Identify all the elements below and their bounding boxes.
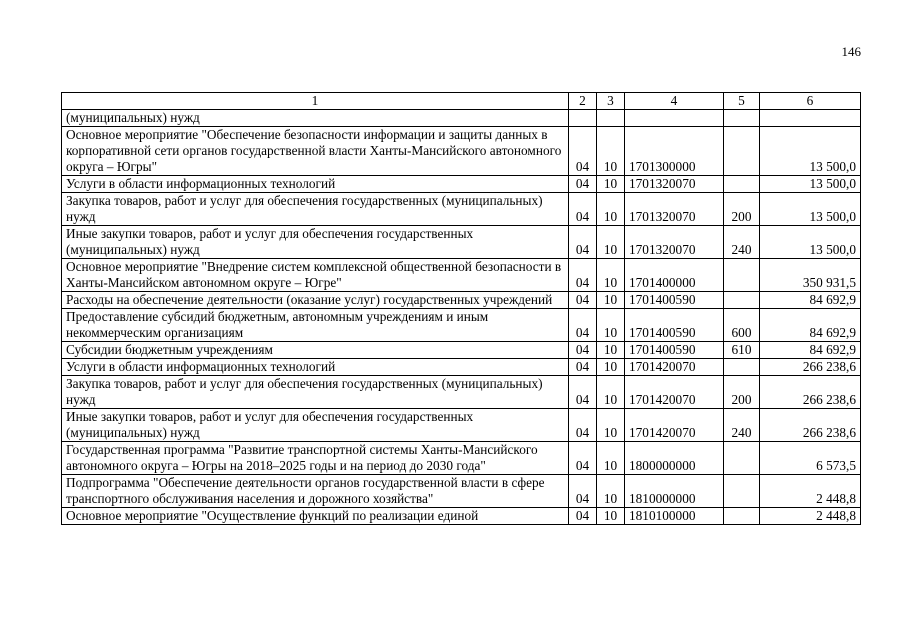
header-cell-3: 3 xyxy=(597,93,625,110)
row-target-article: 1810100000 xyxy=(625,508,724,525)
table-row xyxy=(62,409,861,442)
row-expense-type xyxy=(724,176,760,193)
row-subsection: 10 xyxy=(597,376,625,409)
table-body xyxy=(62,110,861,525)
header-cell-6: 6 xyxy=(760,93,861,110)
row-amount: 13 500,0 xyxy=(760,226,861,259)
row-target-article: 1701320070 xyxy=(625,193,724,226)
row-section: 04 xyxy=(569,309,597,342)
row-description: Иные закупки товаров, работ и услуг для обеспечения государственных (муниципальных) нужд xyxy=(62,226,569,259)
row-amount: 266 238,6 xyxy=(760,376,861,409)
row-expense-type: 200 xyxy=(724,376,760,409)
row-subsection: 10 xyxy=(597,127,625,176)
row-amount xyxy=(760,110,861,127)
row-expense-type xyxy=(724,508,760,525)
row-expense-type: 240 xyxy=(724,409,760,442)
row-amount: 84 692,9 xyxy=(760,292,861,309)
row-expense-type xyxy=(724,259,760,292)
row-expense-type xyxy=(724,359,760,376)
table-row xyxy=(62,193,861,226)
row-amount: 13 500,0 xyxy=(760,127,861,176)
row-section: 04 xyxy=(569,292,597,309)
row-amount: 13 500,0 xyxy=(760,176,861,193)
row-subsection: 10 xyxy=(597,259,625,292)
table-header-row xyxy=(62,93,861,110)
table-row xyxy=(62,259,861,292)
row-amount: 2 448,8 xyxy=(760,475,861,508)
row-section: 04 xyxy=(569,359,597,376)
row-target-article: 1701320070 xyxy=(625,176,724,193)
row-subsection: 10 xyxy=(597,442,625,475)
row-description: Основное мероприятие "Внедрение систем комплексной общественной безопасности в Ханты-Мансийском автономном округе – Югре" xyxy=(62,259,569,292)
table-row xyxy=(62,508,861,525)
row-section: 04 xyxy=(569,226,597,259)
row-amount: 6 573,5 xyxy=(760,442,861,475)
row-section: 04 xyxy=(569,127,597,176)
row-target-article: 1701400590 xyxy=(625,292,724,309)
row-section: 04 xyxy=(569,376,597,409)
row-subsection: 10 xyxy=(597,409,625,442)
table-row xyxy=(62,110,861,127)
header-cell-4: 4 xyxy=(625,93,724,110)
table-row xyxy=(62,475,861,508)
table-row xyxy=(62,127,861,176)
row-section: 04 xyxy=(569,176,597,193)
row-description: Иные закупки товаров, работ и услуг для обеспечения государственных (муниципальных) нужд xyxy=(62,409,569,442)
row-subsection: 10 xyxy=(597,226,625,259)
row-subsection: 10 xyxy=(597,342,625,359)
page-number: 146 xyxy=(841,44,861,59)
row-expense-type: 600 xyxy=(724,309,760,342)
row-section: 04 xyxy=(569,193,597,226)
row-subsection: 10 xyxy=(597,309,625,342)
row-section: 04 xyxy=(569,342,597,359)
row-target-article: 1701400590 xyxy=(625,309,724,342)
row-subsection: 10 xyxy=(597,508,625,525)
row-section: 04 xyxy=(569,409,597,442)
row-amount: 266 238,6 xyxy=(760,409,861,442)
row-amount: 84 692,9 xyxy=(760,342,861,359)
table-row xyxy=(62,376,861,409)
row-target-article: 1701320070 xyxy=(625,226,724,259)
row-section: 04 xyxy=(569,508,597,525)
row-section: 04 xyxy=(569,442,597,475)
budget-table xyxy=(61,92,861,525)
row-description: Основное мероприятие "Осуществление функций по реализации единой xyxy=(62,508,569,525)
row-target-article: 1701400590 xyxy=(625,342,724,359)
row-description: Закупка товаров, работ и услуг для обеспечения государственных (муниципальных) нужд xyxy=(62,376,569,409)
row-subsection: 10 xyxy=(597,359,625,376)
row-description: Предоставление субсидий бюджетным, автономным учреждениям и иным некоммерческим организациям xyxy=(62,309,569,342)
row-amount: 84 692,9 xyxy=(760,309,861,342)
row-target-article: 1701300000 xyxy=(625,127,724,176)
row-amount: 2 448,8 xyxy=(760,508,861,525)
row-subsection: 10 xyxy=(597,475,625,508)
row-target-article: 1701420070 xyxy=(625,359,724,376)
row-amount: 266 238,6 xyxy=(760,359,861,376)
row-expense-type xyxy=(724,110,760,127)
row-expense-type xyxy=(724,442,760,475)
row-subsection: 10 xyxy=(597,193,625,226)
header-cell-2: 2 xyxy=(569,93,597,110)
row-description: Расходы на обеспечение деятельности (оказание услуг) государственных учреждений xyxy=(62,292,569,309)
table-row xyxy=(62,359,861,376)
table-row xyxy=(62,309,861,342)
row-expense-type: 240 xyxy=(724,226,760,259)
row-expense-type: 200 xyxy=(724,193,760,226)
row-description: Услуги в области информационных технологий xyxy=(62,359,569,376)
row-target-article: 1800000000 xyxy=(625,442,724,475)
row-description: (муниципальных) нужд xyxy=(62,110,569,127)
row-description: Закупка товаров, работ и услуг для обеспечения государственных (муниципальных) нужд xyxy=(62,193,569,226)
table-row xyxy=(62,342,861,359)
row-amount: 13 500,0 xyxy=(760,193,861,226)
row-amount: 350 931,5 xyxy=(760,259,861,292)
row-subsection xyxy=(597,110,625,127)
row-target-article xyxy=(625,110,724,127)
row-subsection: 10 xyxy=(597,292,625,309)
row-target-article: 1701420070 xyxy=(625,376,724,409)
row-description: Подпрограмма "Обеспечение деятельности органов государственной власти в сфере транспортного обслуживания населения и дорожного хозяйства" xyxy=(62,475,569,508)
table-row xyxy=(62,442,861,475)
row-description: Основное мероприятие "Обеспечение безопасности информации и защиты данных в корпоративной сети органов государственной власти Ханты-Мансийского автономного округа – Югры" xyxy=(62,127,569,176)
row-target-article: 1810000000 xyxy=(625,475,724,508)
table-row xyxy=(62,292,861,309)
row-section xyxy=(569,110,597,127)
table-row xyxy=(62,176,861,193)
header-cell-1: 1 xyxy=(62,93,569,110)
row-target-article: 1701400000 xyxy=(625,259,724,292)
row-description: Услуги в области информационных технологий xyxy=(62,176,569,193)
row-expense-type xyxy=(724,127,760,176)
row-target-article: 1701420070 xyxy=(625,409,724,442)
table-row xyxy=(62,226,861,259)
row-description: Государственная программа "Развитие транспортной системы Ханты-Мансийского автономного округа – Югры на 2018–2025 годы и на период до 2030 года" xyxy=(62,442,569,475)
row-section: 04 xyxy=(569,259,597,292)
row-section: 04 xyxy=(569,475,597,508)
row-expense-type: 610 xyxy=(724,342,760,359)
row-description: Субсидии бюджетным учреждениям xyxy=(62,342,569,359)
row-expense-type xyxy=(724,475,760,508)
row-subsection: 10 xyxy=(597,176,625,193)
row-expense-type xyxy=(724,292,760,309)
header-cell-5: 5 xyxy=(724,93,760,110)
